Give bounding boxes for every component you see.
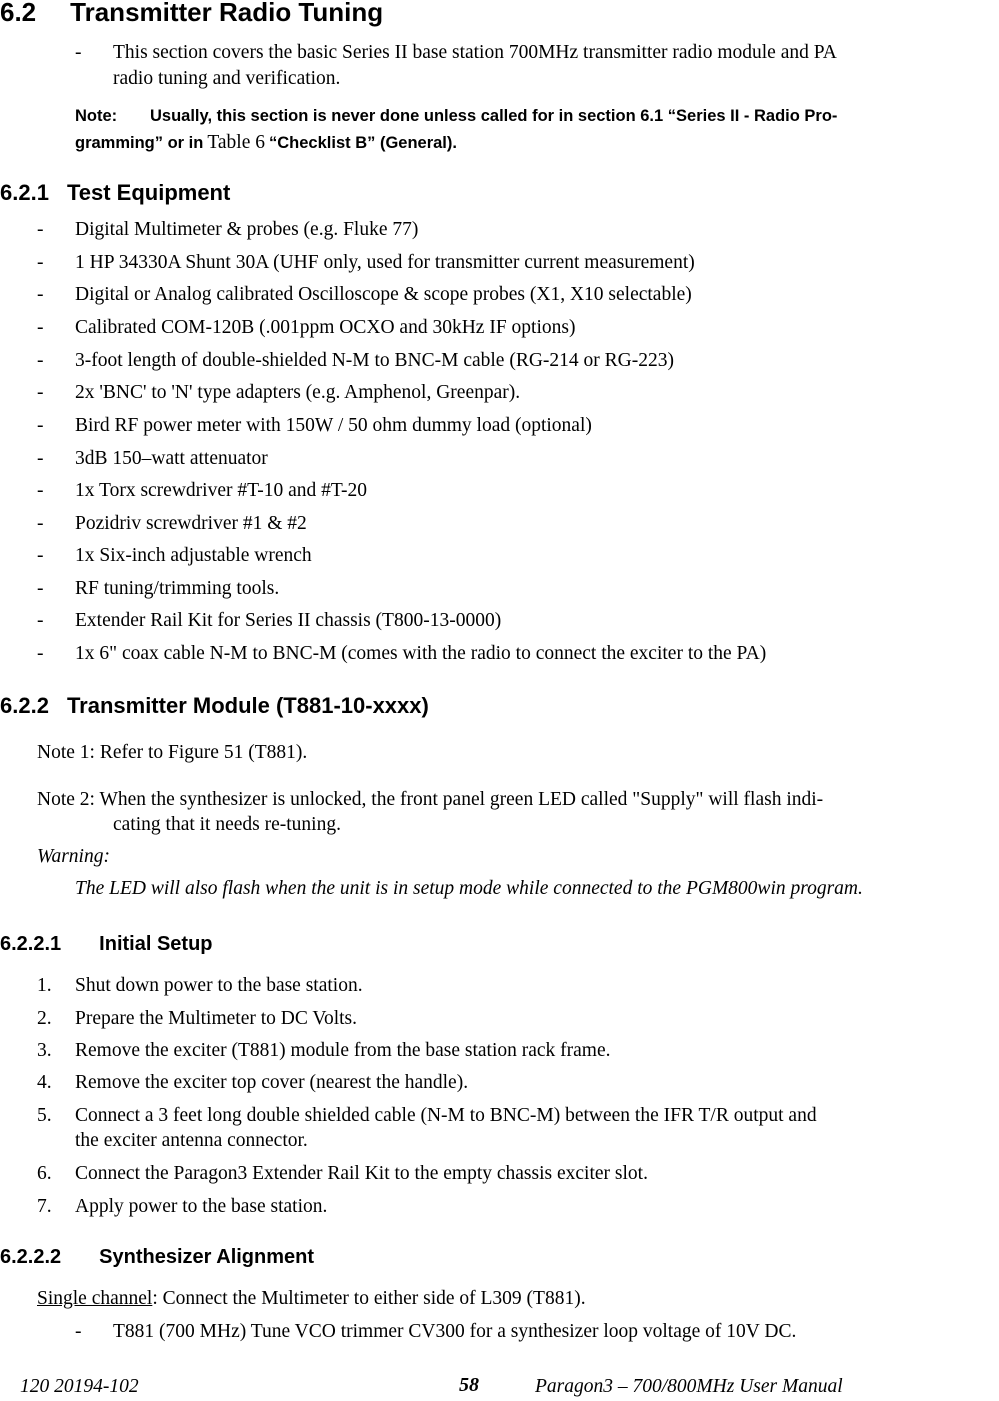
step-text: Prepare the Multimeter to DC Volts. xyxy=(75,1008,357,1029)
bullet-dash: - xyxy=(75,1321,82,1342)
step-text: Connect a 3 feet long double shielded cable (N-M to BNC-M) between the IFR T/R output and xyxy=(75,1105,817,1126)
section-title: Synthesizer Alignment xyxy=(99,1246,315,1268)
step-text: Remove the exciter (T881) module from the base station rack frame. xyxy=(75,1040,611,1061)
intro-line-1: This section covers the basic Series II base station 700MHz transmitter radio module and PA xyxy=(113,42,837,63)
footer-page-number: 58 xyxy=(459,1374,479,1396)
list-dash: - xyxy=(37,545,44,566)
list-dash: - xyxy=(37,415,44,436)
list-dash: - xyxy=(37,480,44,501)
step-number: 2. xyxy=(37,1008,52,1029)
list-item: 1x 6" coax cable N-M to BNC-M (comes with the radio to connect the exciter to the PA) xyxy=(75,643,767,664)
list-item: 1x Torx screwdriver #T-10 and #T-20 xyxy=(75,480,367,501)
section-title: Initial Setup xyxy=(99,933,213,955)
step-text-continued: the exciter antenna connector. xyxy=(75,1130,308,1151)
list-item: RF tuning/trimming tools. xyxy=(75,578,280,599)
section-title: Test Equipment xyxy=(66,180,231,205)
list-dash: - xyxy=(37,382,44,403)
section-number: 6.2 xyxy=(0,0,37,27)
vco-tune-instruction: T881 (700 MHz) Tune VCO trimmer CV300 for a synthesizer loop voltage of 10V DC. xyxy=(113,1321,797,1342)
step-number: 6. xyxy=(37,1163,52,1184)
list-dash: - xyxy=(37,252,44,273)
section-title: Transmitter Module (T881-10-xxxx) xyxy=(66,693,429,718)
note-2-line-1: Note 2: When the synthesizer is unlocked, the front panel green LED called "Supply" will flash indi- xyxy=(37,789,824,810)
note-label: Note: xyxy=(75,107,118,125)
table-6-link[interactable]: Table 6 xyxy=(207,132,265,153)
note-line-2c: “Checklist B” (General). xyxy=(269,134,457,152)
list-dash: - xyxy=(37,219,44,240)
step-number: 7. xyxy=(37,1196,52,1217)
list-item: 3dB 150–watt attenuator xyxy=(75,448,268,469)
list-item: 3-foot length of double-shielded N-M to BNC-M cable (RG-214 or RG-223) xyxy=(75,350,674,371)
section-6-2-heading xyxy=(0,0,383,28)
list-dash: - xyxy=(37,284,44,305)
note-line-1: Usually, this section is never done unless called for in section 6.1 “Series II - Radio Pro- xyxy=(150,107,838,125)
list-dash: - xyxy=(37,350,44,371)
step-text: Shut down power to the base station. xyxy=(75,975,363,996)
list-item: Calibrated COM-120B (.001ppm OCXO and 30kHz IF options) xyxy=(75,317,576,338)
step-number: 4. xyxy=(37,1072,52,1093)
list-dash: - xyxy=(37,513,44,534)
note-line-2a: gramming” or in xyxy=(75,134,204,152)
step-text: Apply power to the base station. xyxy=(75,1196,328,1217)
footer-manual-title: Paragon3 – 700/800MHz User Manual xyxy=(535,1376,843,1397)
section-number: 6.2.2 xyxy=(0,693,49,718)
section-title: Transmitter Radio Tuning xyxy=(70,0,384,27)
step-number: 3. xyxy=(37,1040,52,1061)
section-number: 6.2.2.2 xyxy=(0,1246,62,1268)
step-number: 1. xyxy=(37,975,52,996)
single-channel-label: Single channel xyxy=(37,1288,153,1309)
section-6-2-1-heading xyxy=(0,180,230,206)
note-2-line-2: cating that it needs re-tuning. xyxy=(113,814,341,835)
single-channel-text: : Connect the Multimeter to either side of L309 (T881). xyxy=(152,1288,586,1309)
note-1: Note 1: Refer to Figure 51 (T881). xyxy=(37,742,308,763)
list-item: Digital or Analog calibrated Oscilloscope & scope probes (X1, X10 selectable) xyxy=(75,284,692,305)
list-dash: - xyxy=(37,643,44,664)
list-dash: - xyxy=(37,610,44,631)
section-6-2-2-heading xyxy=(0,693,429,719)
list-item: Digital Multimeter & probes (e.g. Fluke 77) xyxy=(75,219,419,240)
list-item: 1x Six-inch adjustable wrench xyxy=(75,545,312,566)
note-line-2 xyxy=(75,132,457,154)
step-text: Remove the exciter top cover (nearest the handle). xyxy=(75,1072,469,1093)
section-6-2-2-1-heading xyxy=(0,933,213,956)
section-number: 6.2.2.1 xyxy=(0,933,62,955)
list-item: Pozidriv screwdriver #1 & #2 xyxy=(75,513,307,534)
list-dash: - xyxy=(37,448,44,469)
bullet-dash: - xyxy=(75,42,82,63)
list-item: 1 HP 34330A Shunt 30A (UHF only, used for transmitter current measurement) xyxy=(75,252,695,273)
step-text: Connect the Paragon3 Extender Rail Kit to the empty chassis exciter slot. xyxy=(75,1163,648,1184)
list-dash: - xyxy=(37,317,44,338)
intro-line-2: radio tuning and verification. xyxy=(113,68,341,89)
step-number: 5. xyxy=(37,1105,52,1126)
section-6-2-2-2-heading xyxy=(0,1246,314,1269)
footer-doc-number: 120 20194-102 xyxy=(20,1376,139,1397)
warning-text: The LED will also flash when the unit is in setup mode while connected to the PGM800win program. xyxy=(75,878,863,899)
list-item: Extender Rail Kit for Series II chassis (T800-13-0000) xyxy=(75,610,502,631)
list-item: 2x 'BNC' to 'N' type adapters (e.g. Amphenol, Greenpar). xyxy=(75,382,521,403)
list-item: Bird RF power meter with 150W / 50 ohm dummy load (optional) xyxy=(75,415,592,436)
single-channel-line xyxy=(37,1288,586,1310)
section-number: 6.2.1 xyxy=(0,180,49,205)
warning-label: Warning: xyxy=(37,846,110,867)
list-dash: - xyxy=(37,578,44,599)
